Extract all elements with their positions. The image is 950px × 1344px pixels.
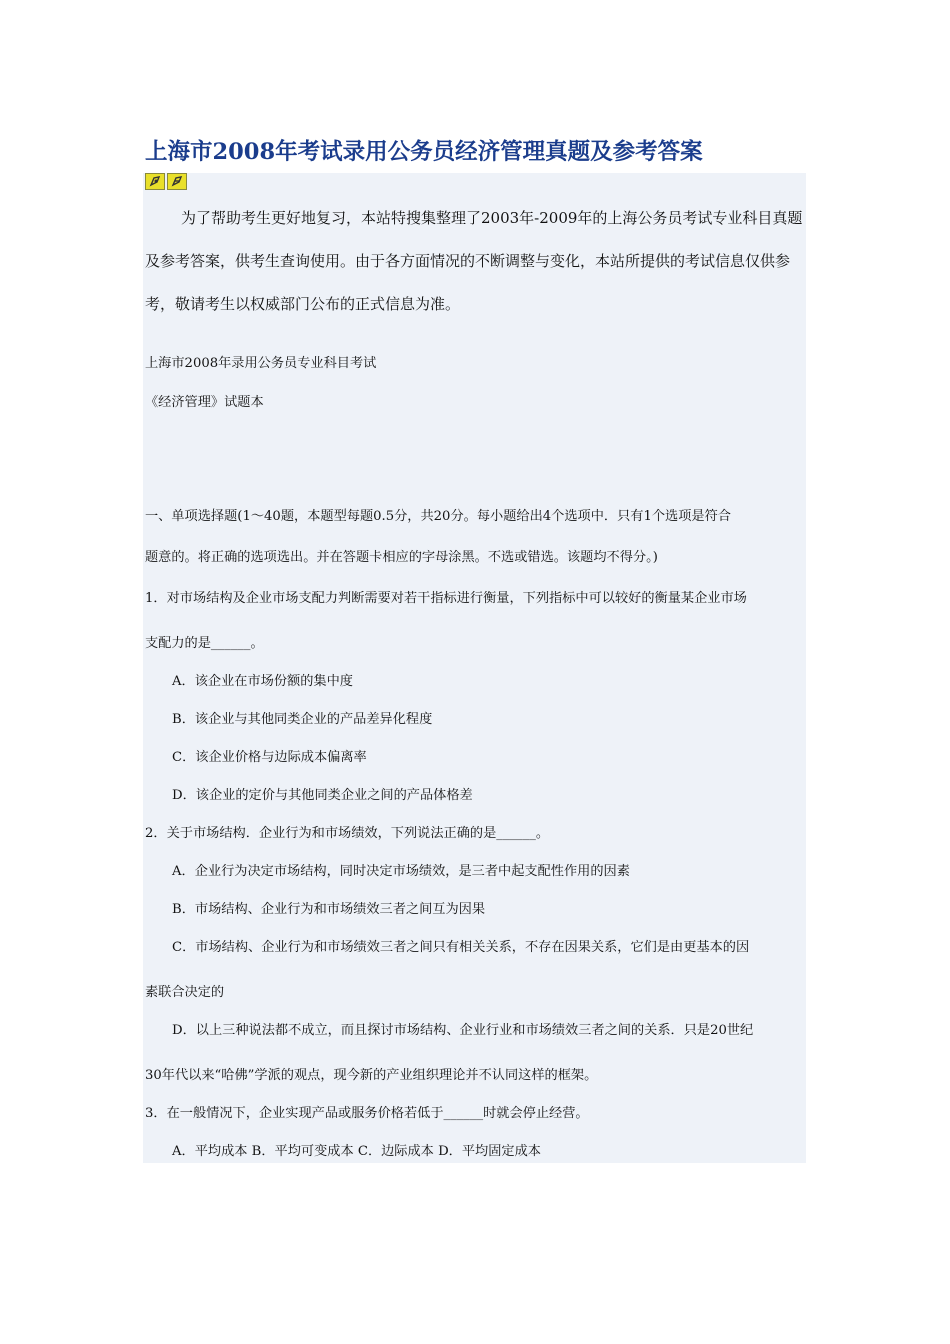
question-2-stem: 2．关于市场结构．企业行为和市场绩效，下列说法正确的是______。: [145, 826, 550, 841]
question-2-option-c-line2: 素联合决定的: [145, 985, 225, 1000]
question-1-stem-line2: 支配力的是______。: [145, 636, 264, 651]
question-3-stem: 3．在一般情况下，企业实现产品或服务价格若低于______时就会停止经营。: [145, 1106, 589, 1121]
section-instructions-line1: 一、单项选择题(1～40题，本题型每题0.5分，共20分。每小题给出4个选项中．只有1个选项是符合: [145, 509, 731, 524]
question-1-stem-line1: 1．对市场结构及企业市场支配力判断需要对若干指标进行衡量，下列指标中可以较好的衡量某企业市场: [145, 591, 747, 606]
question-1-option-d: D．该企业的定价与其他同类企业之间的产品体格差: [172, 788, 473, 803]
zoom-out-icon[interactable]: [167, 173, 187, 190]
question-1-option-a: A．该企业在市场份额的集中度: [172, 674, 353, 689]
exam-header: 上海市2008年录用公务员专业科目考试: [145, 356, 377, 371]
toolbar-icons: [145, 173, 187, 191]
question-1-option-b: B．该企业与其他同类企业的产品差异化程度: [172, 712, 433, 727]
question-2-option-c-line1: C．市场结构、企业行为和市场绩效三者之间只有相关关系，不存在因果关系，它们是由更基本的因: [172, 940, 750, 955]
question-2-option-a: A．企业行为决定市场结构，同时决定市场绩效，是三者中起支配性作用的因素: [172, 864, 630, 879]
question-2-option-d-line1: D．以上三种说法都不成立，而且探讨市场结构、企业行业和市场绩效三者之间的关系．只是20世纪: [172, 1023, 754, 1038]
question-2-option-b: B．市场结构、企业行为和市场绩效三者之间互为因果: [172, 902, 486, 917]
question-2-option-d-line2: 30年代以来“哈佛”学派的观点，现今新的产业组织理论并不认同这样的框架。: [145, 1068, 598, 1083]
question-1-option-c: C．该企业价格与边际成本偏离率: [172, 750, 367, 765]
section-instructions-line2: 题意的。将正确的选项选出。并在答题卡相应的字母涂黑。不选或错选。该题均不得分。): [145, 550, 658, 565]
question-3-options: A．平均成本 B．平均可变成本 C．边际成本 D．平均固定成本: [172, 1144, 541, 1159]
zoom-in-icon[interactable]: [145, 173, 165, 190]
exam-subtitle: 《经济管理》试题本: [145, 395, 264, 410]
page-title: 上海市2008年考试录用公务员经济管理真题及参考答案: [145, 139, 703, 165]
intro-paragraph: 为了帮助考生更好地复习，本站特搜集整理了2003年-2009年的上海公务员考试专业科目真题及参考答案，供考生查询使用。由于各方面情况的不断调整与变化，本站所提供的考试信息仅供参考，敬请考生以权威部门公布的正式信息为准。: [145, 209, 803, 313]
